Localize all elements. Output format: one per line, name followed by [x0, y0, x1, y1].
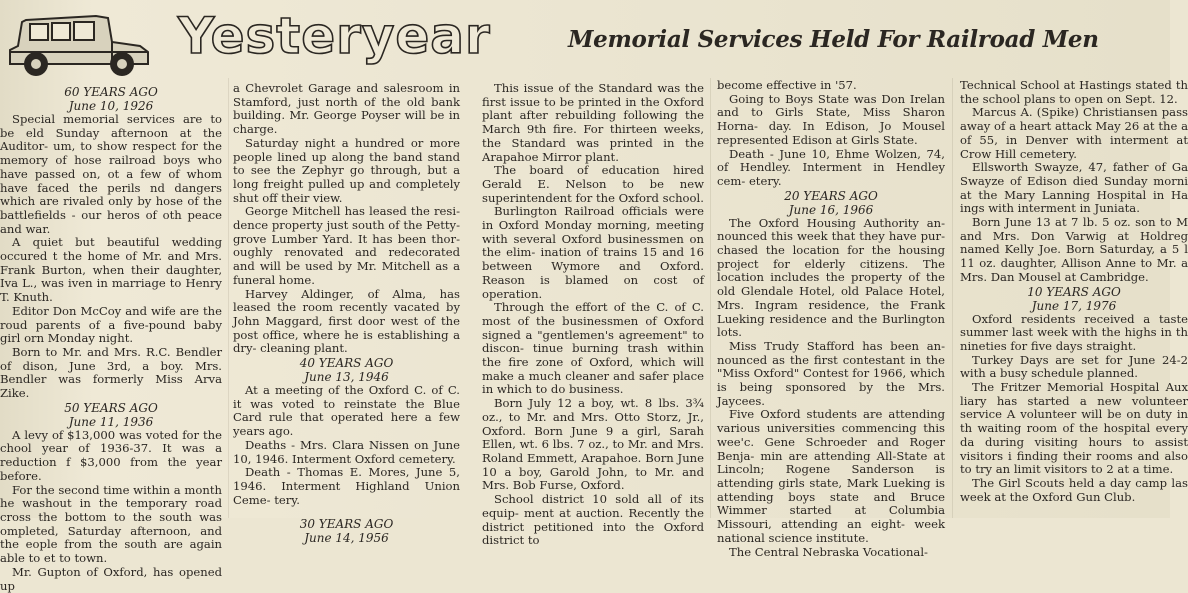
article-paragraph: For the second time within a month he washout in the temporary road cross the bottom to the south was ompleted, Saturday afternoon, and the eople from the south are again able to et to town. [0, 482, 222, 566]
article-paragraph: Born July 12 a boy, wt. 8 lbs. 3¾ oz., to Mr. and Mrs. Otto Storz, Jr., Oxford. Born June 9 a girl, Sarah Ellen, wt. 6 lbs. 7 oz., to Mr. and Mrs. Roland Emmett, Arapahoe. Born June 10 a boy, Garold John, to Mr. and Mrs. Bob Furse, Oxford. [482, 396, 704, 493]
article-paragraph: The Central Nebraska Vocational- [729, 544, 928, 559]
article-paragraph: Special memorial services are to be eld Sunday afternoon at the Auditor- um, to show respect for the memory of hose railroad boys who have passed on, ot a few of whom have faced the perils nd dangers which are rivaled only by hose of the battlefields - our heros of oth peace and war. [0, 112, 222, 236]
column-1 [0, 85, 222, 593]
article-paragraph: Technical School at Hastings stated th the school plans to open on Sept. 12. [960, 78, 1188, 106]
article-paragraph: Mr. Gupton of Oxford, has opened up [0, 564, 222, 593]
article-paragraph: At a meeting of the Oxford C. of C. it was voted to reinstate the Blue Card rule that operated here a few years ago. [233, 383, 460, 439]
article-paragraph: Miss Trudy Stafford has been an- nounced as the first contestant in the "Miss Oxford" Contest for 1966, which is being sponsored by the Mrs. Jaycees. [717, 338, 945, 408]
article-paragraph: Born June 13 at 7 lb. 5 oz. son to M and Mrs. Don Varwig at Holdreg named Kelly Joe. Born Saturday, a 5 l 11 oz. daughter, Allison Anne to Mr. a Mrs. Dan Mousel at Cambridge. [960, 215, 1188, 284]
article-paragraph: Burlington Railroad officials were in Oxford Monday morning, meeting with several Oxford businessmen on the elim- ination of trains 15 and 16 between Wymore and Oxford. Reason is blamed on cost of operation. [482, 204, 704, 301]
article-paragraph: a Chevrolet Garage and salesroom in Stamford, just north of the old bank building. Mr. George Poyser will be in charge. [233, 81, 460, 137]
article-paragraph: This issue of the Standard was the first issue to be printed in the Oxford plant after rebuilding following the March 9th fire. For thirteen weeks, the Standard was printed in the Arapahoe Mirror plant. [482, 81, 704, 164]
vintage-car-icon [4, 6, 152, 78]
article-paragraph: Oxford residents received a taste summer last week with the highs in th nineties for five days straight. [960, 311, 1188, 353]
article-paragraph: Death - June 10, Ehme Wolzen, 74, of Hendley. Interment in Hendley cem- etery. [717, 146, 945, 188]
article-paragraph: Death - Thomas E. Mores, June 5, 1946. Interment Highland Union Ceme- tery. [233, 465, 460, 507]
column-divider [228, 78, 229, 518]
article-paragraph: Marcus A. (Spike) Christiansen pass away of a heart attack May 26 at the a of 55, in Denver with interment at Crow Hill cemetery. [960, 105, 1188, 161]
article-paragraph: Ellsworth Swayze, 47, father of Ga Swayze of Edison died Sunday morni at the Mary Lanning Hospital in Ha ings with interment in Juniata. [960, 160, 1188, 216]
column-4 [717, 78, 945, 559]
spacer [233, 507, 460, 517]
section-dateline: June 14, 1956 [304, 531, 389, 546]
section-dateline: 60 YEARS AGO [64, 85, 158, 99]
article-paragraph: Turkey Days are set for June 24-2 with a busy schedule planned. [960, 352, 1188, 381]
article-paragraph: Deaths - Mrs. Clara Nissen on June 10, 1946. Interment Oxford cemetery. [233, 437, 460, 466]
section-dateline: 50 YEARS AGO [64, 400, 158, 415]
column-5 [960, 79, 1188, 515]
article-paragraph: School district 10 sold all of its equip- ment at auction. Recently the district petitioned into the Oxford district to [482, 492, 704, 548]
headline: Memorial Services Held For Railroad Men [568, 26, 1099, 53]
article-paragraph: Through the effort of the C. of C. most of the businessmen of Oxford signed a "gentlemen's agreement" to discon- tinue burning trash within the fire zone of Oxford, which will make a much cleaner and safer place in which to do business. [482, 300, 704, 397]
section-dateline: June 11, 1936 [68, 414, 154, 429]
header [0, 0, 1170, 82]
article-paragraph: The board of education hired Gerald E. Nelson to be new superintendent for the Oxford school. [482, 163, 704, 205]
article-paragraph: become effective in '57. [717, 78, 857, 92]
article-paragraph: The Oxford Housing Authority an- nounced this week that they have pur- chased the location for the housing project for elderly citizens. The location includes the property of the old Glendale Hotel, old Palace Hotel, Mrs. Ingram residence, the Frank Lueking residence and the Burlington lots. [717, 215, 945, 340]
section-dateline: June 13, 1946 [304, 370, 389, 385]
article-paragraph: Editor Don McCoy and wife are the roud parents of a five-pound baby girl orn Monday night. [0, 303, 222, 346]
article-paragraph: The Girl Scouts held a day camp las week at the Oxford Gun Club. [960, 475, 1188, 504]
article-paragraph: A quiet but beautiful wedding occured t the home of Mr. and Mrs. Frank Burton, when their daughter, Iva L., was iven in marriage to Henry T. Knuth. [0, 235, 222, 305]
column-2 [233, 81, 460, 546]
article-paragraph: Harvey Aldinger, of Alma, has leased the room recently vacated by John Maggard, first door west of the post office, where he is establishing a dry- cleaning plant. [233, 286, 460, 356]
section-dateline: 30 YEARS AGO [299, 517, 394, 532]
article-paragraph: Born to Mr. and Mrs. R.C. Bendler of dison, June 3rd, a boy. Mrs. Bendler was formerly Miss Arva Zike. [0, 344, 222, 401]
article-paragraph: Going to Boys State was Don Irelan and to Girls State, Miss Sharon Horna- day. In Edison, Jo Mousel represented Edison at Girls State. [717, 91, 945, 147]
section-dateline: 10 YEARS AGO [1027, 284, 1121, 299]
article-paragraph: Saturday night a hundred or more people lined up along the band stand to see the Zephyr go through, but a long freight pulled up and completely shut off their view. [233, 135, 460, 205]
article-paragraph: George Mitchell has leased the resi- dence property just south of the Petty- grove Lumber Yard. It has been thor- oughly renovated and redecorated and will be used by Mr. Mitchell as a funeral home. [233, 204, 460, 287]
section-dateline: 20 YEARS AGO [784, 188, 878, 203]
section-dateline: 40 YEARS AGO [299, 356, 394, 371]
section-dateline: June 17, 1976 [1031, 298, 1117, 313]
article-paragraph: The Fritzer Memorial Hospital Aux liary has started a new volunteer service A volunteer will be on duty in th waiting room of the hospital every da during visiting hours to assist visitors i finding their rooms and also to try an limit visitors to 2 at a time. [960, 380, 1188, 477]
column-divider [710, 78, 711, 518]
article-paragraph: A levy of $13,000 was voted for the chool year of 1936-37. It was a reduction f $3,000 from the year before. [0, 427, 222, 483]
masthead-title: Yesteryear [178, 7, 491, 65]
section-dateline: June 16, 1966 [788, 202, 874, 217]
section-dateline: June 10, 1926 [68, 99, 154, 113]
column-divider [952, 78, 953, 518]
article-paragraph: Five Oxford students are attending various universities commencing this wee'c. Gene Schroeder and Roger Benja- min are attending All-State at Lincoln; Rogene Sanderson is attending girls state, Mark Lueking is attending boys state and Bruce Wimmer started at Columbia Missouri, attending an eight- week national science institute. [717, 407, 945, 545]
column-3 [482, 81, 704, 548]
